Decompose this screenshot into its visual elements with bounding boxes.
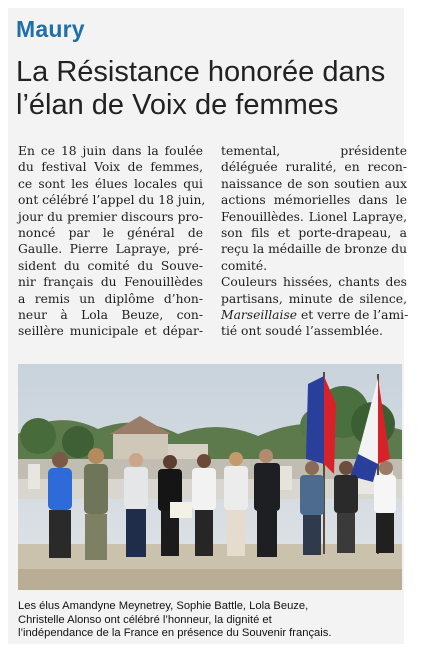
newspaper-clipping (8, 8, 409, 644)
body-line: ont célébré l’appel du 18 juin, (18, 193, 206, 208)
italic-line-rest: et verre de l’ami- (297, 308, 409, 323)
body-line: En ce 18 juin dans la foulée (18, 144, 203, 158)
body-line: seillère municipale et dépar- (18, 324, 203, 339)
body-line: Fenouillèdes. Lionel Lapraye, (221, 209, 407, 224)
body-line: ce sont les élues locales qui (18, 176, 203, 191)
caption-line: Les élus Amandyne Meynetrey, Sophie Battle, Lola Beuze, (18, 600, 309, 612)
headline-line-1: La Résistance honorée dans (16, 56, 386, 88)
headline-line-2: l’élan de Voix de femmes (16, 89, 339, 121)
photo-caption (18, 600, 404, 641)
ceremony-photo (18, 364, 402, 590)
body-line: comité. (221, 258, 268, 273)
body-line: tié ont soudé l’assemblée. (221, 324, 383, 339)
article-column-left (18, 143, 206, 340)
body-line: temental, présidente (221, 144, 407, 158)
body-line: actions mémorielles dans le (221, 193, 407, 208)
body-line: partisans, minute de silence, (221, 291, 407, 306)
body-line: son fils et porte-drapeau, a (221, 226, 407, 241)
body-line: naissance de son soutien aux (221, 176, 407, 191)
body-line: sident du comité du Souve- (18, 258, 203, 273)
caption-line: l’indépendance de la France en présence du Souvenir français. (18, 627, 332, 639)
body-line: reçu la médaille de bronze du (221, 242, 407, 257)
body-line: Couleurs hissées, chants des (221, 275, 407, 290)
body-line: jour du premier discours pro- (18, 209, 203, 224)
body-line: déléguée ruralité, en recon- (221, 160, 407, 175)
italic-word: Marseillaise (221, 308, 298, 323)
body-line: neur à Lola Beuze, con- (18, 308, 203, 323)
body-line: a remis un diplôme d’hon- (18, 291, 203, 306)
body-line-with-italic (221, 307, 407, 323)
section-city-label: Maury (16, 16, 85, 42)
body-line: nir français du Fenouillèdes (18, 275, 203, 290)
article-column-right (221, 143, 407, 340)
caption-line: Christelle Alonso ont célébré l’honneur, la dignité et (18, 613, 272, 626)
body-line: Gaulle. Pierre Lapraye, pré- (18, 242, 203, 257)
article-headline (16, 56, 401, 122)
body-line: noncé par le général de (18, 226, 203, 241)
body-line: du festival Voix de femmes, (18, 160, 203, 175)
